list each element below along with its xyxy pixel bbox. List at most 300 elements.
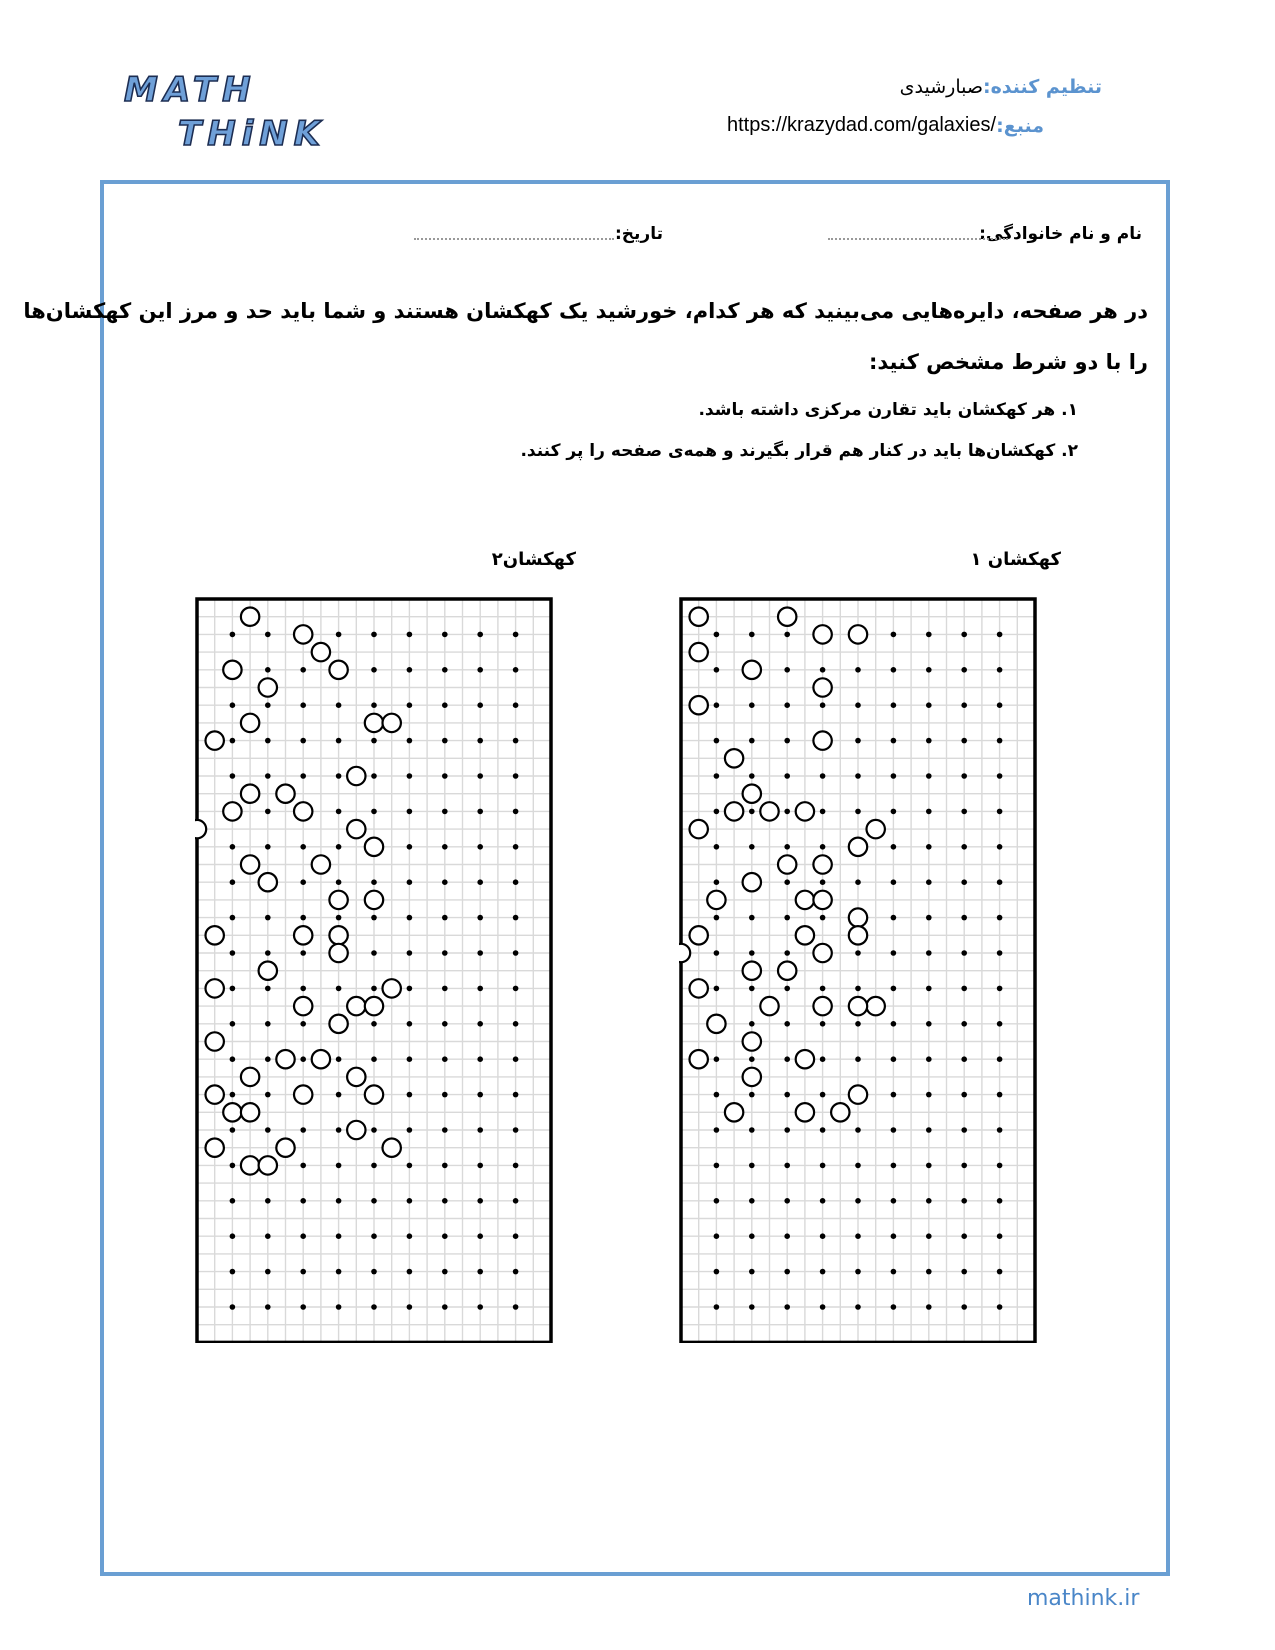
grid-dot [926, 950, 932, 956]
grid-dot [997, 915, 1003, 921]
grid-dot [513, 1304, 519, 1310]
grid-dot [997, 702, 1003, 708]
grid-dot [371, 702, 377, 708]
grid-dot [784, 950, 790, 956]
galaxy-center [690, 608, 708, 626]
grid-dot [891, 1056, 897, 1062]
galaxy-center [259, 962, 277, 980]
grid-dot [997, 1304, 1003, 1310]
grid-dot [513, 844, 519, 850]
grid-dot [961, 1092, 967, 1098]
grid-dot [784, 986, 790, 992]
galaxy-center [312, 643, 330, 661]
grid-dot [513, 986, 519, 992]
puzzle-2-board[interactable] [195, 597, 591, 1343]
grid-dot [442, 1127, 448, 1133]
grid-dot [442, 1269, 448, 1275]
grid-dot [371, 879, 377, 885]
grid-dot [265, 1304, 271, 1310]
grid-dot [300, 1233, 306, 1239]
galaxy-center [294, 802, 312, 820]
galaxy-center [813, 855, 831, 873]
grid-dot [300, 738, 306, 744]
grid-dot [442, 986, 448, 992]
grid-dot [855, 986, 861, 992]
grid-dot [855, 1304, 861, 1310]
galaxy-center [813, 678, 831, 696]
grid-dot [784, 1269, 790, 1275]
grid-dot [926, 738, 932, 744]
grid-dot [926, 773, 932, 779]
grid-dot [891, 950, 897, 956]
grid-dot [371, 809, 377, 815]
grid-dot [855, 1198, 861, 1204]
galaxy-center [383, 1139, 401, 1157]
grid-dot [442, 844, 448, 850]
grid-dot [714, 1163, 720, 1169]
grid-dot [336, 809, 342, 815]
grid-dot [230, 950, 236, 956]
grid-dot [513, 1233, 519, 1239]
grid-dot [513, 809, 519, 815]
grid-dot [513, 667, 519, 673]
grid-dot [961, 1056, 967, 1062]
grid-dot [714, 1092, 720, 1098]
galaxy-center [849, 1085, 867, 1103]
grid-dot [749, 1163, 755, 1169]
logo-line-think: THiNK [178, 114, 327, 154]
galaxy-center [241, 785, 259, 803]
grid-dot [855, 667, 861, 673]
grid-dot [407, 1163, 413, 1169]
board-grid [679, 599, 1035, 1342]
grid-dot [926, 844, 932, 850]
galaxy-center [206, 979, 224, 997]
grid-dot [371, 1127, 377, 1133]
grid-dot [997, 1021, 1003, 1027]
grid-dot [407, 702, 413, 708]
galaxy-center [223, 1103, 241, 1121]
galaxy-center [347, 820, 365, 838]
grid-dot [477, 950, 483, 956]
puzzle-2-title: کهکشان۲ [491, 549, 576, 570]
galaxy-center [206, 926, 224, 944]
grid-dot [442, 1304, 448, 1310]
grid-dot [265, 809, 271, 815]
grid-dot [784, 702, 790, 708]
galaxy-center [679, 944, 690, 962]
galaxy-center [813, 891, 831, 909]
galaxy-center [276, 1139, 294, 1157]
grid-dot [371, 1056, 377, 1062]
grid-dot [513, 1163, 519, 1169]
grid-dot [442, 915, 448, 921]
grid-dot [997, 879, 1003, 885]
grid-dot [749, 1127, 755, 1133]
grid-dot [926, 1127, 932, 1133]
grid-dot [407, 1056, 413, 1062]
grid-dot [477, 1092, 483, 1098]
galaxy-center [690, 979, 708, 997]
grid-dot [961, 1163, 967, 1169]
galaxy-center [867, 997, 885, 1015]
galaxy-center [690, 696, 708, 714]
grid-dot [891, 1021, 897, 1027]
grid-dot [265, 667, 271, 673]
grid-dot [230, 1304, 236, 1310]
galaxy-center [312, 1050, 330, 1068]
grid-dot [442, 773, 448, 779]
grid-dot [265, 1127, 271, 1133]
grid-dot [300, 1304, 306, 1310]
grid-dot [477, 1269, 483, 1275]
source-link[interactable]: https://krazydad.com/galaxies/ [727, 114, 997, 136]
grid-dot [926, 879, 932, 885]
grid-dot [961, 915, 967, 921]
grid-dot [855, 702, 861, 708]
grid-dot [749, 986, 755, 992]
grid-dot [820, 844, 826, 850]
grid-dot [513, 738, 519, 744]
grid-dot [407, 667, 413, 673]
grid-dot [784, 667, 790, 673]
grid-dot [230, 1269, 236, 1275]
grid-dot [407, 1021, 413, 1027]
galaxy-center [725, 802, 743, 820]
grid-dot [477, 667, 483, 673]
grid-dot [265, 1198, 271, 1204]
grid-dot [336, 915, 342, 921]
grid-dot [997, 1092, 1003, 1098]
grid-dot [371, 1233, 377, 1239]
grid-dot [230, 1092, 236, 1098]
grid-dot [265, 844, 271, 850]
grid-dot [891, 702, 897, 708]
galaxy-center [690, 643, 708, 661]
grid-dot [926, 1021, 932, 1027]
grid-dot [714, 950, 720, 956]
grid-dot [407, 950, 413, 956]
grid-dot [265, 950, 271, 956]
grid-dot [513, 879, 519, 885]
grid-dot [477, 1198, 483, 1204]
grid-dot [300, 915, 306, 921]
grid-dot [477, 1163, 483, 1169]
grid-dot [891, 667, 897, 673]
grid-dot [230, 1021, 236, 1027]
grid-dot [891, 986, 897, 992]
galaxy-center [796, 1050, 814, 1068]
galaxy-center [849, 625, 867, 643]
galaxy-center [707, 891, 725, 909]
grid-dot [230, 632, 236, 638]
grid-dot [442, 667, 448, 673]
grid-dot [300, 773, 306, 779]
galaxy-center [329, 944, 347, 962]
mathink-logo [118, 70, 327, 160]
grid-dot [855, 1127, 861, 1133]
grid-dot [855, 1163, 861, 1169]
grid-dot [407, 1269, 413, 1275]
grid-dot [714, 667, 720, 673]
galaxy-center [796, 926, 814, 944]
grid-dot [961, 1127, 967, 1133]
grid-dot [230, 1127, 236, 1133]
galaxy-center [778, 855, 796, 873]
grid-dot [230, 915, 236, 921]
grid-dot [926, 1233, 932, 1239]
grid-dot [407, 1127, 413, 1133]
grid-dot [300, 986, 306, 992]
grid-dot [891, 1163, 897, 1169]
grid-dot [230, 879, 236, 885]
grid-dot [961, 1021, 967, 1027]
galaxy-center [241, 855, 259, 873]
grid-dot [714, 773, 720, 779]
grid-dot [336, 1163, 342, 1169]
grid-dot [961, 632, 967, 638]
grid-dot [407, 986, 413, 992]
grid-dot [513, 1092, 519, 1098]
grid-dot [749, 1056, 755, 1062]
grid-dot [926, 702, 932, 708]
grid-dot [265, 1056, 271, 1062]
galaxy-center [259, 873, 277, 891]
grid-dot [855, 738, 861, 744]
grid-dot [749, 915, 755, 921]
grid-dot [371, 1304, 377, 1310]
grid-dot [300, 1021, 306, 1027]
puzzle-1-board[interactable] [679, 597, 1075, 1343]
grid-dot [784, 915, 790, 921]
grid-dot [820, 1163, 826, 1169]
puzzle-1-title: کهکشان ۱ [970, 549, 1061, 570]
galaxy-center [329, 891, 347, 909]
grid-dot [371, 1021, 377, 1027]
grid-dot [714, 632, 720, 638]
grid-dot [336, 1127, 342, 1133]
grid-dot [265, 1021, 271, 1027]
grid-dot [477, 702, 483, 708]
galaxy-center [725, 1103, 743, 1121]
grid-dot [891, 1269, 897, 1275]
galaxy-center [195, 820, 206, 838]
grid-dot [371, 950, 377, 956]
grid-dot [265, 915, 271, 921]
grid-dot [442, 738, 448, 744]
grid-dot [997, 986, 1003, 992]
grid-dot [513, 950, 519, 956]
grid-dot [336, 1198, 342, 1204]
grid-dot [714, 1127, 720, 1133]
grid-dot [997, 667, 1003, 673]
galaxy-center [241, 1156, 259, 1174]
grid-dot [442, 702, 448, 708]
galaxy-center [347, 1068, 365, 1086]
grid-dot [477, 809, 483, 815]
grid-dot [477, 1127, 483, 1133]
grid-dot [784, 1198, 790, 1204]
grid-dot [371, 632, 377, 638]
galaxy-center [743, 661, 761, 679]
grid-dot [371, 1198, 377, 1204]
galaxy-center [849, 997, 867, 1015]
galaxy-center [294, 926, 312, 944]
grid-dot [891, 1198, 897, 1204]
galaxy-center [347, 997, 365, 1015]
grid-dot [442, 879, 448, 885]
galaxy-center [329, 926, 347, 944]
grid-dot [961, 702, 967, 708]
grid-dot [997, 1269, 1003, 1275]
grid-dot [891, 879, 897, 885]
grid-dot [997, 1198, 1003, 1204]
grid-dot [265, 986, 271, 992]
grid-dot [820, 809, 826, 815]
grid-dot [926, 1056, 932, 1062]
grid-dot [784, 738, 790, 744]
grid-dot [714, 1056, 720, 1062]
grid-dot [926, 809, 932, 815]
grid-dot [749, 950, 755, 956]
name-field-label: نام و نام خانوادگی: [979, 224, 1142, 244]
galaxy-center [743, 873, 761, 891]
grid-dot [265, 1092, 271, 1098]
footer-site: mathink.ir [1027, 1586, 1140, 1611]
grid-dot [477, 844, 483, 850]
grid-dot [336, 879, 342, 885]
logo-line-math: MATH [124, 70, 257, 110]
galaxy-center [294, 625, 312, 643]
grid-dot [855, 879, 861, 885]
grid-dot [820, 1127, 826, 1133]
grid-dot [230, 1233, 236, 1239]
grid-dot [442, 1092, 448, 1098]
galaxy-center [276, 785, 294, 803]
grid-dot [855, 950, 861, 956]
grid-dot [784, 1127, 790, 1133]
galaxy-center [849, 908, 867, 926]
grid-dot [300, 1269, 306, 1275]
grid-dot [820, 1233, 826, 1239]
grid-dot [336, 1304, 342, 1310]
grid-dot [442, 1233, 448, 1239]
grid-dot [997, 1163, 1003, 1169]
grid-dot [855, 1269, 861, 1275]
grid-dot [265, 1269, 271, 1275]
grid-dot [961, 950, 967, 956]
grid-dot [997, 809, 1003, 815]
grid-dot [820, 986, 826, 992]
grid-dot [961, 986, 967, 992]
grid-dot [371, 915, 377, 921]
grid-dot [407, 809, 413, 815]
grid-dot [265, 773, 271, 779]
grid-dot [371, 1163, 377, 1169]
grid-dot [926, 986, 932, 992]
grid-dot [997, 844, 1003, 850]
grid-dot [371, 738, 377, 744]
grid-dot [891, 773, 897, 779]
grid-dot [926, 1198, 932, 1204]
grid-dot [407, 738, 413, 744]
board-grid [195, 599, 551, 1342]
grid-dot [265, 738, 271, 744]
grid-dot [300, 1163, 306, 1169]
grid-dot [997, 773, 1003, 779]
grid-dot [891, 1233, 897, 1239]
grid-dot [714, 915, 720, 921]
grid-dot [477, 1021, 483, 1027]
grid-dot [300, 667, 306, 673]
grid-dot [820, 1269, 826, 1275]
grid-dot [784, 632, 790, 638]
grid-dot [336, 1269, 342, 1275]
galaxy-center [760, 997, 778, 1015]
grid-dot [891, 1127, 897, 1133]
grid-dot [714, 844, 720, 850]
grid-dot [477, 1056, 483, 1062]
grid-dot [336, 702, 342, 708]
grid-dot [926, 632, 932, 638]
grid-dot [407, 1304, 413, 1310]
grid-dot [336, 1056, 342, 1062]
grid-dot [407, 632, 413, 638]
galaxy-center [276, 1050, 294, 1068]
galaxy-center [329, 661, 347, 679]
galaxy-center [241, 608, 259, 626]
grid-dot [784, 809, 790, 815]
grid-dot [714, 986, 720, 992]
grid-dot [749, 809, 755, 815]
grid-dot [265, 1233, 271, 1239]
grid-dot [855, 1056, 861, 1062]
grid-dot [961, 879, 967, 885]
name-field-line[interactable] [828, 238, 1008, 240]
grid-dot [714, 1269, 720, 1275]
grid-dot [513, 773, 519, 779]
grid-dot [891, 632, 897, 638]
grid-dot [513, 1269, 519, 1275]
grid-dot [855, 773, 861, 779]
galaxy-center [365, 714, 383, 732]
galaxy-center [778, 608, 796, 626]
grid-dot [926, 667, 932, 673]
grid-dot [749, 844, 755, 850]
grid-dot [784, 1021, 790, 1027]
grid-dot [961, 809, 967, 815]
grid-dot [477, 879, 483, 885]
grid-dot [513, 1127, 519, 1133]
galaxy-center [743, 785, 761, 803]
grid-dot [513, 1056, 519, 1062]
grid-dot [784, 1233, 790, 1239]
date-field-line[interactable] [414, 238, 614, 240]
grid-dot [961, 1304, 967, 1310]
grid-dot [300, 950, 306, 956]
galaxy-center [223, 802, 241, 820]
grid-dot [749, 773, 755, 779]
galaxy-center [796, 1103, 814, 1121]
galaxy-center [223, 661, 241, 679]
galaxy-center [206, 1085, 224, 1103]
galaxy-center [743, 962, 761, 980]
grid-dot [371, 986, 377, 992]
grid-dot [749, 1021, 755, 1027]
grid-dot [477, 915, 483, 921]
grid-dot [442, 809, 448, 815]
grid-dot [513, 915, 519, 921]
